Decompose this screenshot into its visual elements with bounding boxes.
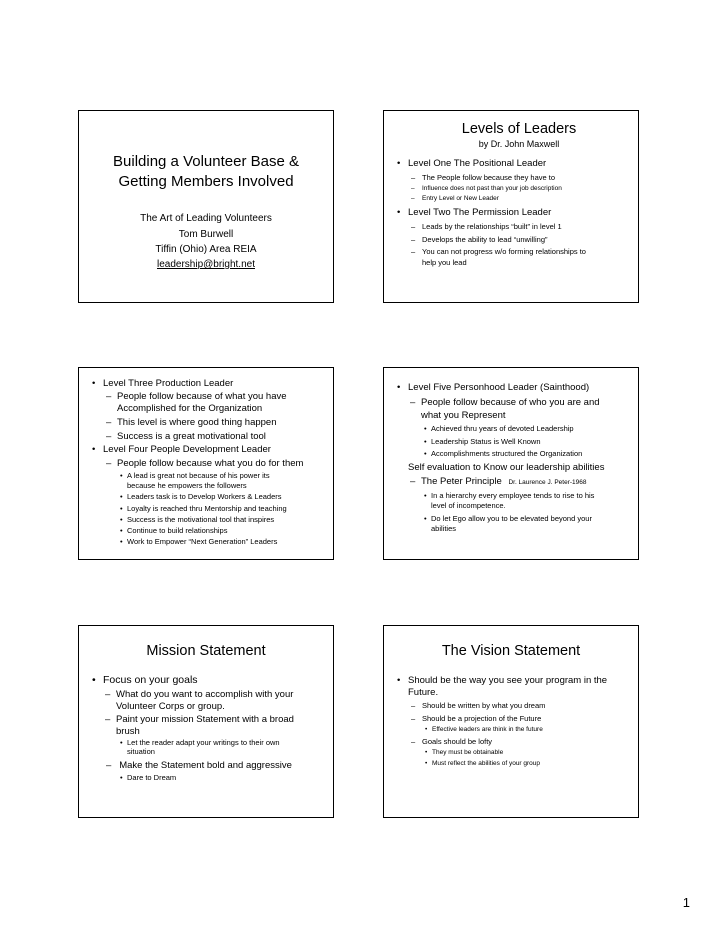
slide-2-level-two-c-cont: help you lead xyxy=(422,258,467,267)
slide-4 xyxy=(383,367,639,560)
slide-3-level-four-a6: • Work to Empower “Next Generation” Leaders xyxy=(127,537,277,546)
slide-3-level-four-a2: • Leaders task is to Develop Workers & Leaders xyxy=(127,492,282,501)
slide-4-level-five-a-ii: • Leadership Status is Well Known xyxy=(431,437,541,446)
slide-4-level-five-a-cont: what you Represent xyxy=(421,410,506,421)
slide-4-level-five: • Level Five Personhood Leader (Sainthood) xyxy=(408,382,589,393)
slide-5-focus-goals-text: Focus on your goals xyxy=(103,674,198,686)
slide-4-peter-principle xyxy=(421,476,586,487)
slide-5-item-a: – What do you want to accomplish with your xyxy=(116,689,293,700)
slide-6 xyxy=(383,625,639,818)
page-number: 1 xyxy=(682,895,690,910)
slide-4-self-evaluation: Self evaluation to Know our leadership abilities xyxy=(408,462,605,473)
slide-1-subtitle: The Art of Leading Volunteers xyxy=(140,213,272,224)
slide-5-item-c xyxy=(106,760,292,771)
slide-1 xyxy=(78,110,334,303)
slide-5-item-b-i-cont: situation xyxy=(127,747,155,756)
slide-6-item: • Should be the way you see your program in the xyxy=(408,675,607,686)
slide-3-level-four-a1-cont: because he empowers the followers xyxy=(127,481,247,490)
slide-2-level-one-c: – Entry Level or New Leader xyxy=(422,195,499,202)
slide-5-item-c-i: • Dare to Dream xyxy=(127,773,176,782)
slide-1-organization: Tiffin (Ohio) Area REIA xyxy=(155,244,257,255)
slide-5 xyxy=(78,625,334,818)
slide-5-item-b-cont: brush xyxy=(116,726,140,737)
slide-2-level-two-a: – Leads by the relationships “built” in level 1 xyxy=(422,222,562,231)
slide-5-item-b-i: • Let the reader adapt your writings to their own xyxy=(127,738,280,747)
slide-4-peter-principle-label: The Peter Principle xyxy=(421,476,502,487)
slide-3-level-four-a3: • Loyalty is reached thru Mentorship and teaching xyxy=(127,504,287,513)
slide-6-item-b: – Should be a projection of the Future xyxy=(422,714,541,723)
slide-6-item-c: – Goals should be lofty xyxy=(422,737,492,746)
slide-5-focus-goals xyxy=(92,674,198,686)
slide-2-level-two-c: – You can not progress w/o forming relationships to xyxy=(422,247,586,256)
slide-2-level-one-b: – Influence does not past than your job description xyxy=(422,185,562,192)
slide-4-peter-b: • Do let Ego allow you to be elevated beyond your xyxy=(431,514,592,523)
slide-4-level-five-a: – People follow because of who you are and xyxy=(421,397,600,408)
slide-4-peter-b-cont: abilities xyxy=(431,524,457,533)
slide-5-title: Mission Statement xyxy=(146,643,266,659)
slide-6-item-c-i: • They must be obtainable xyxy=(432,749,503,756)
slide-1-email-link[interactable]: leadership@bright.net xyxy=(157,259,255,270)
slide-2-title: Levels of Leaders xyxy=(461,121,577,137)
slide-6-title: The Vision Statement xyxy=(441,643,581,659)
slide-2 xyxy=(383,110,639,303)
slide-5-bullet: • xyxy=(92,674,96,686)
slide-5-item-a-cont: Volunteer Corps or group. xyxy=(116,701,225,712)
slide-2-level-two: • Level Two The Permission Leader xyxy=(408,207,551,218)
slide-1-title-line1: Building a Volunteer Base & xyxy=(113,153,299,170)
slide-3-level-four-a1: • A lead is great not because of his power its xyxy=(127,471,270,480)
slide-2-level-one-a: – The People follow because they have to xyxy=(422,173,555,182)
slide-1-author: Tom Burwell xyxy=(178,229,234,240)
slide-2-level-two-b: – Develops the ability to lead “unwilling” xyxy=(422,235,547,244)
slide-2-level-one: • Level One The Positional Leader xyxy=(408,158,546,169)
slide-3-level-three: • Level Three Production Leader xyxy=(103,378,233,389)
slide-3-level-four-a: – People follow because what you do for them xyxy=(117,458,303,469)
slide-4-peter-a: • In a hierarchy every employee tends to rise to his xyxy=(431,491,594,500)
slide-5-item-c-text: Make the Statement bold and aggressive xyxy=(119,760,292,771)
slide-3-level-four: • Level Four People Development Leader xyxy=(103,444,271,455)
slide-6-item-b-i: • Effective leaders are think in the future xyxy=(432,726,543,733)
slide-6-item-a: – Should be written by what you dream xyxy=(422,701,545,710)
slide-3-level-three-a-cont: Accomplished for the Organization xyxy=(117,403,263,414)
slide-6-item-c-ii: • Must reflect the abilities of your group xyxy=(432,760,540,767)
slide-4-level-five-a-iii: • Accomplishments structured the Organization xyxy=(431,449,582,458)
slide-3-level-three-c: – Success is a great motivational tool xyxy=(117,431,266,442)
slide-3-level-four-a5: • Continue to build relationships xyxy=(127,526,227,535)
slide-1-title-line2: Getting Members Involved xyxy=(118,173,294,190)
slide-3 xyxy=(78,367,334,560)
slide-5-item-b: – Paint your mission Statement with a broad xyxy=(116,714,294,725)
slide-3-level-three-a: – People follow because of what you have xyxy=(117,391,287,402)
slide-4-level-five-a-i: • Achieved thru years of devoted Leadership xyxy=(431,424,574,433)
slide-5-item-c-dash: – xyxy=(106,760,120,771)
slide-2-byline: by Dr. John Maxwell xyxy=(478,139,560,149)
slide-3-level-four-a4: • Success is the motivational tool that inspires xyxy=(127,515,274,524)
slide-4-peter-a-cont: level of incompetence. xyxy=(431,501,506,510)
slide-6-item-cont: Future. xyxy=(408,687,439,698)
slide-4-peter-citation: Dr. Laurence J. Peter-1968 xyxy=(508,479,587,486)
slide-3-level-three-b: – This level is where good thing happen xyxy=(117,417,277,428)
